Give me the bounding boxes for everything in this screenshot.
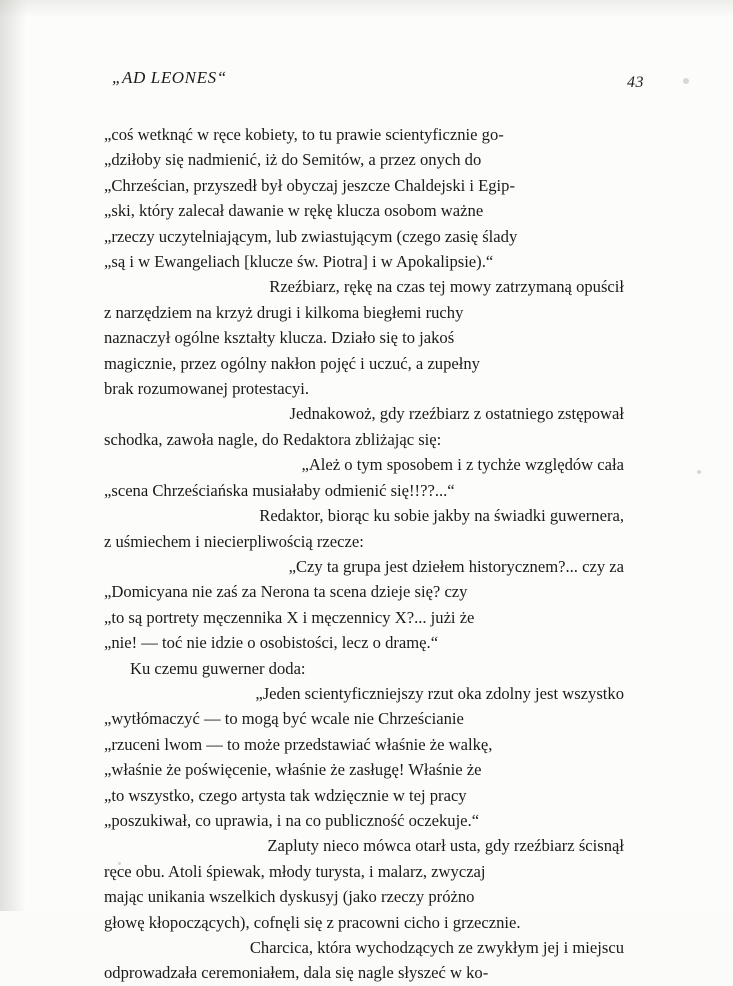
text-line: Rzeźbiarz, rękę na czas tej mowy zatrzymaną opuścił <box>269 277 624 297</box>
paragraph <box>104 935 624 986</box>
paper-speck <box>697 470 701 474</box>
paragraph <box>104 656 624 681</box>
text-line: „to są portrety męczennika X i męczennicy X?... jużi że <box>104 607 475 627</box>
text-line: „Domicyana nie zaś za Nerona ta scena dzieje się? czy <box>104 582 468 602</box>
paper-speck <box>683 78 689 84</box>
text-line: „scena Chrześciańska musiałaby odmienić się!!??...“ <box>104 480 455 500</box>
text-line: Charcica, która wychodzących ze zwykłym jej i miejscu <box>249 938 624 957</box>
paragraph <box>104 122 624 274</box>
text-line: „wytłómaczyć — to mogą być wcale nie Chrześcianie <box>104 709 464 729</box>
text-line: magicznie, przez ogólny nakłon pojęć i uczuć, a zupełny <box>104 353 480 373</box>
text-line: odprowadzała ceremoniałem, dala się nagle słyszeć w ko- <box>104 963 489 983</box>
text-line: „Chrześcian, przyszedł był obyczaj jeszcze Chaldejski i Egip- <box>104 175 515 195</box>
page-number: 43 <box>627 74 644 91</box>
text-line: „Jeden scientyficzniejszy rzut oka zdolny jest wszystko <box>255 683 624 703</box>
paragraph <box>104 833 624 935</box>
body-text <box>104 122 624 986</box>
text-line: mając unikania wszelkich dyskusyj (jako rzeczy próżno <box>104 887 475 907</box>
text-line: „Ależ o tym sposobem i z tychże względów cała <box>301 455 624 475</box>
text-line: z narzędziem na krzyż drugi i kilkoma biegłemi ruchy <box>104 302 464 322</box>
paragraph <box>104 503 624 554</box>
text-line: Zapluty nieco mówca otarł usta, gdy rzeźbiarz ścisnął <box>267 836 624 856</box>
paragraph <box>104 274 624 401</box>
text-line: Ku czemu guwerner doda: <box>130 658 306 678</box>
text-line: „to wszystko, czego artysta tak wdzięcznie w tej pracy <box>104 785 467 805</box>
text-line: „są i w Ewangeliach [klucze św. Piotra] i w Apokalipsie).“ <box>104 252 494 272</box>
text-line: „rzuceni lwom — to może przedstawiać właśnie że walkę, <box>104 734 493 754</box>
text-line: „coś wetknąć w ręce kobiety, to tu prawie scientyficznie go- <box>104 125 504 144</box>
text-line: „ski, który zalecał dawanie w rękę klucza osobom ważne <box>104 201 484 221</box>
text-line: „Czy ta grupa jest dziełem historycznem?... czy za <box>288 556 624 576</box>
text-line: Jednakowoż, gdy rzeźbiarz z ostatniego zstępował <box>289 404 624 424</box>
paragraph <box>104 452 624 503</box>
text-line: z uśmiechem i niecierpliwością rzecze: <box>104 531 364 551</box>
text-line: „dziłoby się nadmienić, iż do Semitów, a przez onych do <box>104 150 482 170</box>
paragraph <box>104 401 624 452</box>
text-line: ręce obu. Atoli śpiewak, młody turysta, i malarz, zwyczaj <box>104 861 486 881</box>
text-line: schodka, zawoła nagle, do Redaktora zbliżając się: <box>104 429 442 449</box>
text-line: „poszukiwał, co uprawia, i na co publiczność oczekuje.“ <box>104 810 480 830</box>
text-line: głowę kłopoczących), cofnęli się z pracowni cicho i grzecznie. <box>104 912 521 932</box>
text-line: „nie! — toć nie idzie o osobistości, lecz o dramę.“ <box>104 633 439 653</box>
page-content <box>104 0 644 986</box>
paragraph <box>104 554 624 656</box>
running-title: „AD LEONES“ <box>112 68 227 87</box>
page-header <box>104 68 644 114</box>
text-line: „właśnie że poświęcenie, właśnie że zasługę! Właśnie że <box>104 760 482 780</box>
paragraph <box>104 681 624 833</box>
text-line: „rzeczy uczytelniającym, lub zwiastującym (czego zasię ślady <box>104 226 518 246</box>
text-line: Redaktor, biorąc ku sobie jakby na świadki guwernera, <box>259 506 624 526</box>
text-line: brak rozumowanej protestacyi. <box>104 379 310 399</box>
text-line: naznaczył ogólne kształty klucza. Działo się to jakoś <box>104 328 455 348</box>
